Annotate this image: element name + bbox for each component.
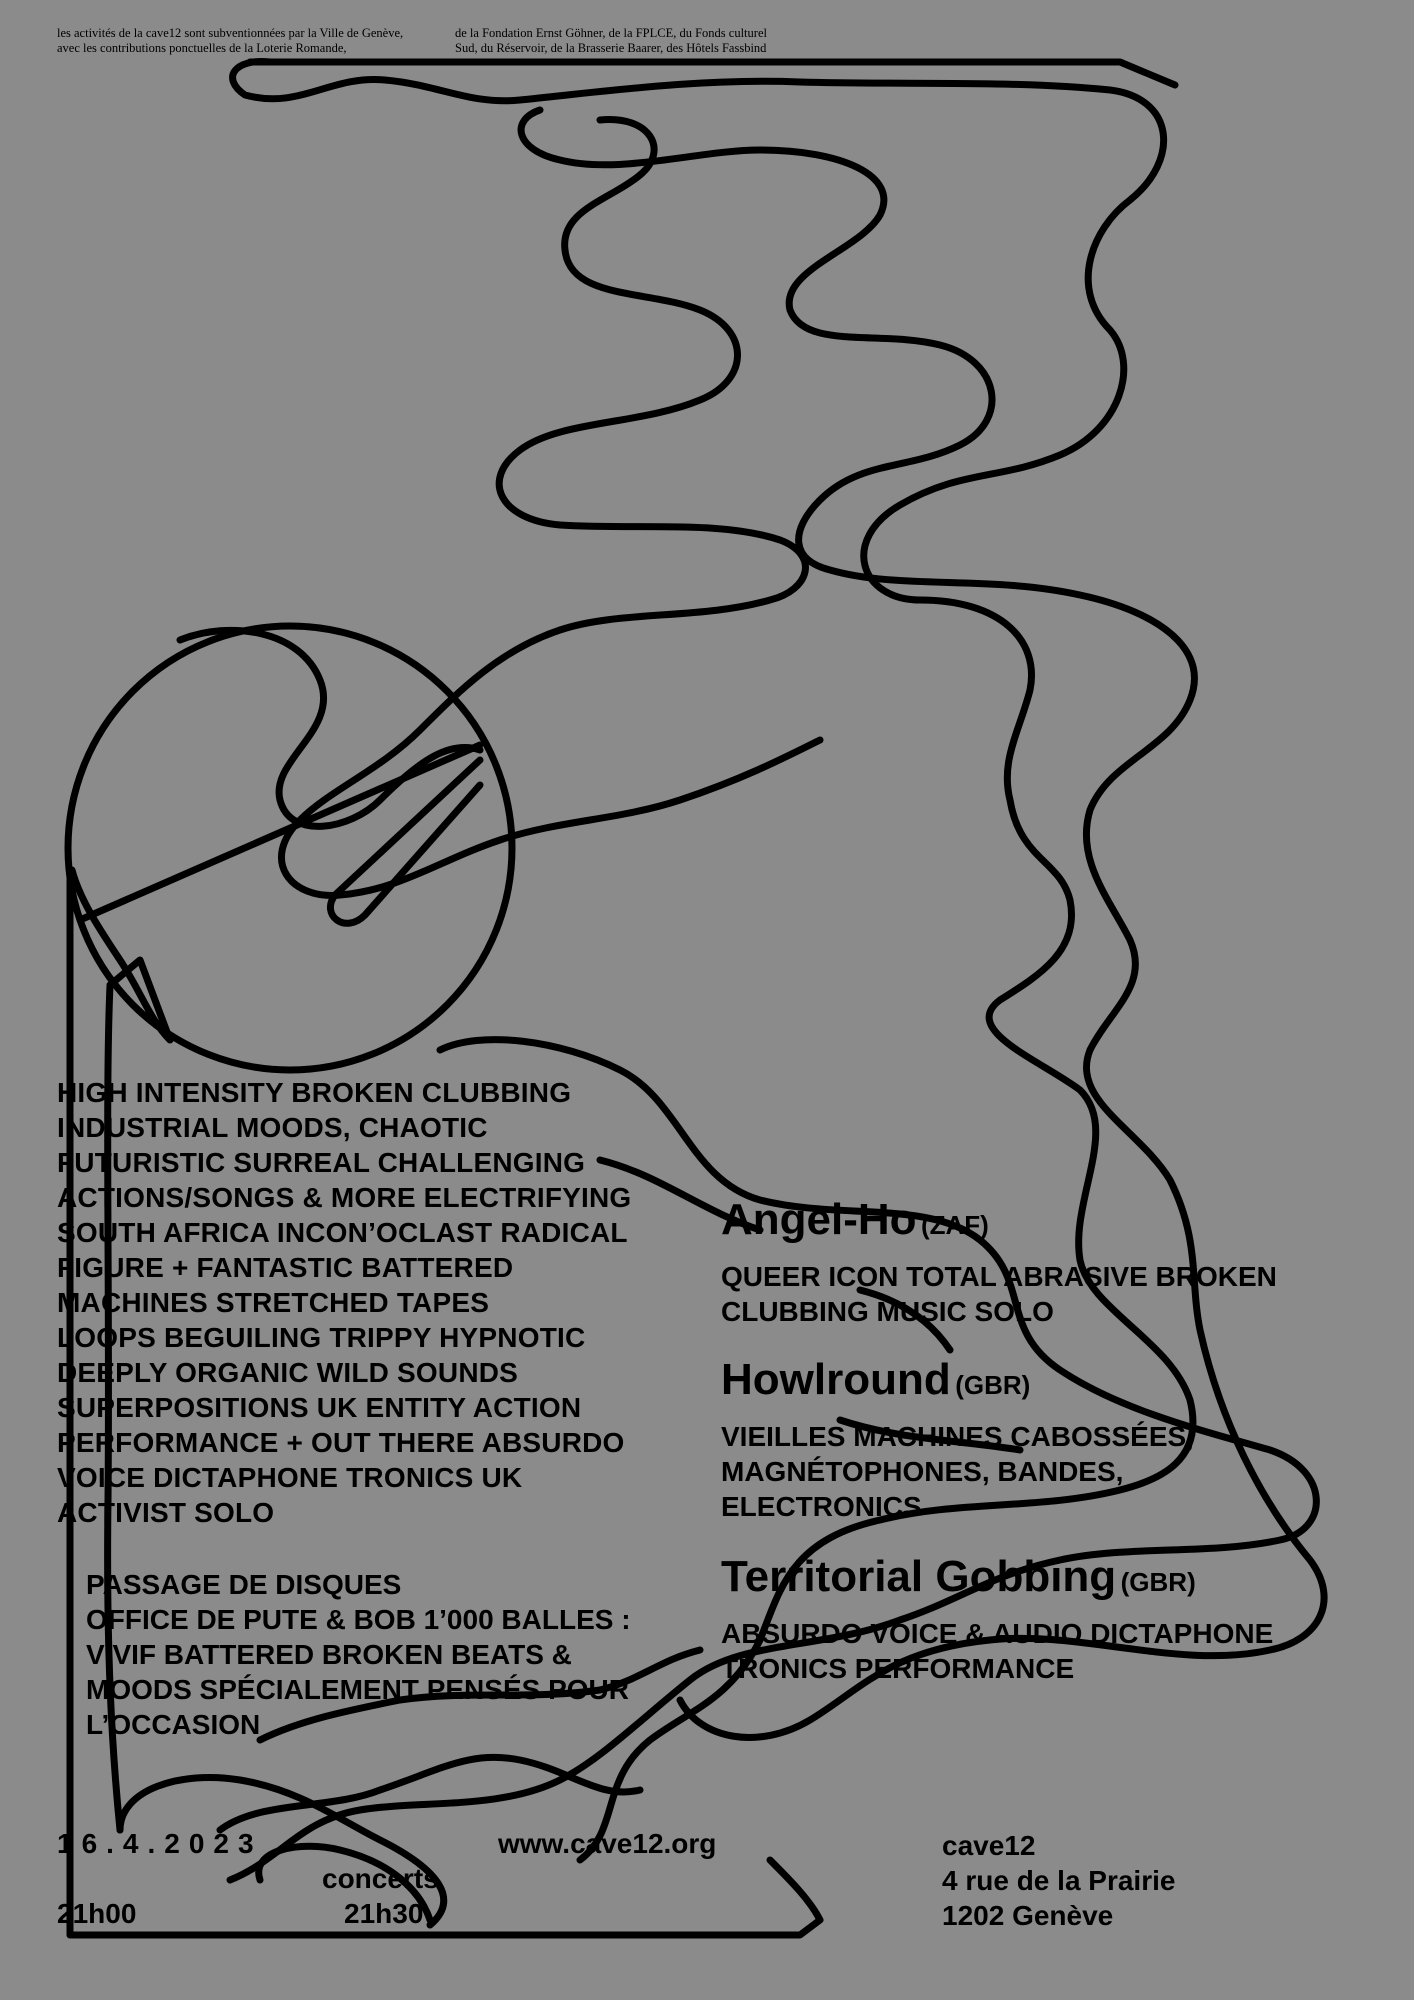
dj-set-description	[86, 1567, 706, 1742]
artist-description-line: CLUBBING MUSIC SOLO	[721, 1296, 1054, 1327]
credits-line: de la Fondation Ernst Göhner, de la FPLCE, du Fonds culturel	[455, 26, 767, 40]
artist-block	[721, 1355, 1371, 1524]
records-line: PASSAGE DE DISQUES	[86, 1569, 402, 1600]
description-line: MACHINES STRETCHED TAPES	[57, 1287, 490, 1318]
artist-description-line: MAGNÉTOPHONES, BANDES,	[721, 1456, 1124, 1487]
credits-line: Sud, du Réservoir, de la Brasserie Baarer, des Hôtels Fassbind	[455, 41, 767, 55]
venue-address	[942, 1828, 1175, 1933]
artist-description	[721, 1419, 1371, 1524]
artist-country: (GBR)	[1120, 1567, 1196, 1597]
records-line: OFFICE DE PUTE & BOB 1’000 BALLES :	[86, 1604, 631, 1635]
circle-inner-line	[180, 630, 480, 826]
records-line: VIVIF BATTERED BROKEN BEATS &	[86, 1639, 572, 1670]
venue-street: 4 rue de la Prairie	[942, 1865, 1176, 1896]
description-line: SOUTH AFRICA INCON’OCLAST RADICAL	[57, 1217, 628, 1248]
artist-lineup	[721, 1195, 1371, 1686]
event-description	[57, 1075, 697, 1530]
artist-country: (ZAF)	[920, 1210, 989, 1240]
artist-description-line: ABSURDO VOICE & AUDIO DICTAPHONE	[721, 1618, 1274, 1649]
artist-description-line: QUEER ICON TOTAL ABRASIVE BROKEN	[721, 1261, 1277, 1292]
bottom-wave-line	[220, 1757, 640, 1830]
artist-country: (GBR)	[955, 1370, 1031, 1400]
description-line: ACTIONS/SONGS & MORE ELECTRIFYING	[57, 1182, 632, 1213]
funding-credits-left	[57, 26, 447, 56]
description-line: PERFORMANCE + OUT THERE ABSURDO	[57, 1427, 625, 1458]
artist-description-line: VIEILLES MACHINES CABOSSÉES,	[721, 1421, 1194, 1452]
frame-top-line	[250, 62, 1175, 85]
artist-heading	[721, 1552, 1371, 1602]
artist-heading	[721, 1195, 1371, 1245]
records-line: MOODS SPÉCIALEMENT PENSÉS POUR	[86, 1674, 629, 1705]
description-line: HIGH INTENSITY BROKEN CLUBBING	[57, 1077, 572, 1108]
artist-description	[721, 1259, 1371, 1329]
event-date: 16.4.2023	[57, 1828, 263, 1859]
artist-name: Angel-Ho	[721, 1195, 917, 1244]
credits-line: avec les contributions ponctuelles de la Loterie Romande,	[57, 41, 347, 55]
description-line: VOICE DICTAPHONE TRONICS UK	[57, 1462, 523, 1493]
funding-credits-right	[455, 26, 875, 56]
venue-city: 1202 Genève	[942, 1900, 1114, 1931]
artist-description-line: TRONICS PERFORMANCE	[721, 1653, 1075, 1684]
artist-name: Territorial Gobbing	[721, 1552, 1117, 1601]
doors-time: 21h00	[57, 1898, 137, 1929]
description-line: FUTURISTIC SURREAL CHALLENGING	[57, 1147, 586, 1178]
artist-description-line: ELECTRONICS	[721, 1491, 922, 1522]
venue-name: cave12	[942, 1830, 1036, 1861]
concerts-time: 21h30	[344, 1898, 424, 1929]
diagonal-line	[80, 745, 480, 923]
credits-line: les activités de la cave12 sont subventionnées par la Ville de Genève,	[57, 26, 404, 40]
description-line: LOOPS BEGUILING TRIPPY HYPNOTIC	[57, 1322, 586, 1353]
artist-block	[721, 1552, 1371, 1686]
description-line: INDUSTRIAL MOODS, CHAOTIC	[57, 1112, 488, 1143]
description-line: SUPERPOSITIONS UK ENTITY ACTION	[57, 1392, 582, 1423]
artist-heading	[721, 1355, 1371, 1405]
artist-description	[721, 1616, 1371, 1686]
artist-name: Howlround	[721, 1355, 951, 1404]
records-line: L’OCCASION	[86, 1709, 261, 1740]
website-link[interactable]: www.cave12.org	[498, 1828, 717, 1859]
description-line: DEEPLY ORGANIC WILD SOUNDS	[57, 1357, 519, 1388]
return-wave-line	[281, 120, 820, 896]
circle-outline	[68, 626, 512, 1070]
description-line: ACTIVIST SOLO	[57, 1497, 275, 1528]
artist-block	[721, 1195, 1371, 1329]
description-line: FIGURE + FANTASTIC BATTERED	[57, 1252, 514, 1283]
concerts-label: concerts	[322, 1863, 439, 1894]
